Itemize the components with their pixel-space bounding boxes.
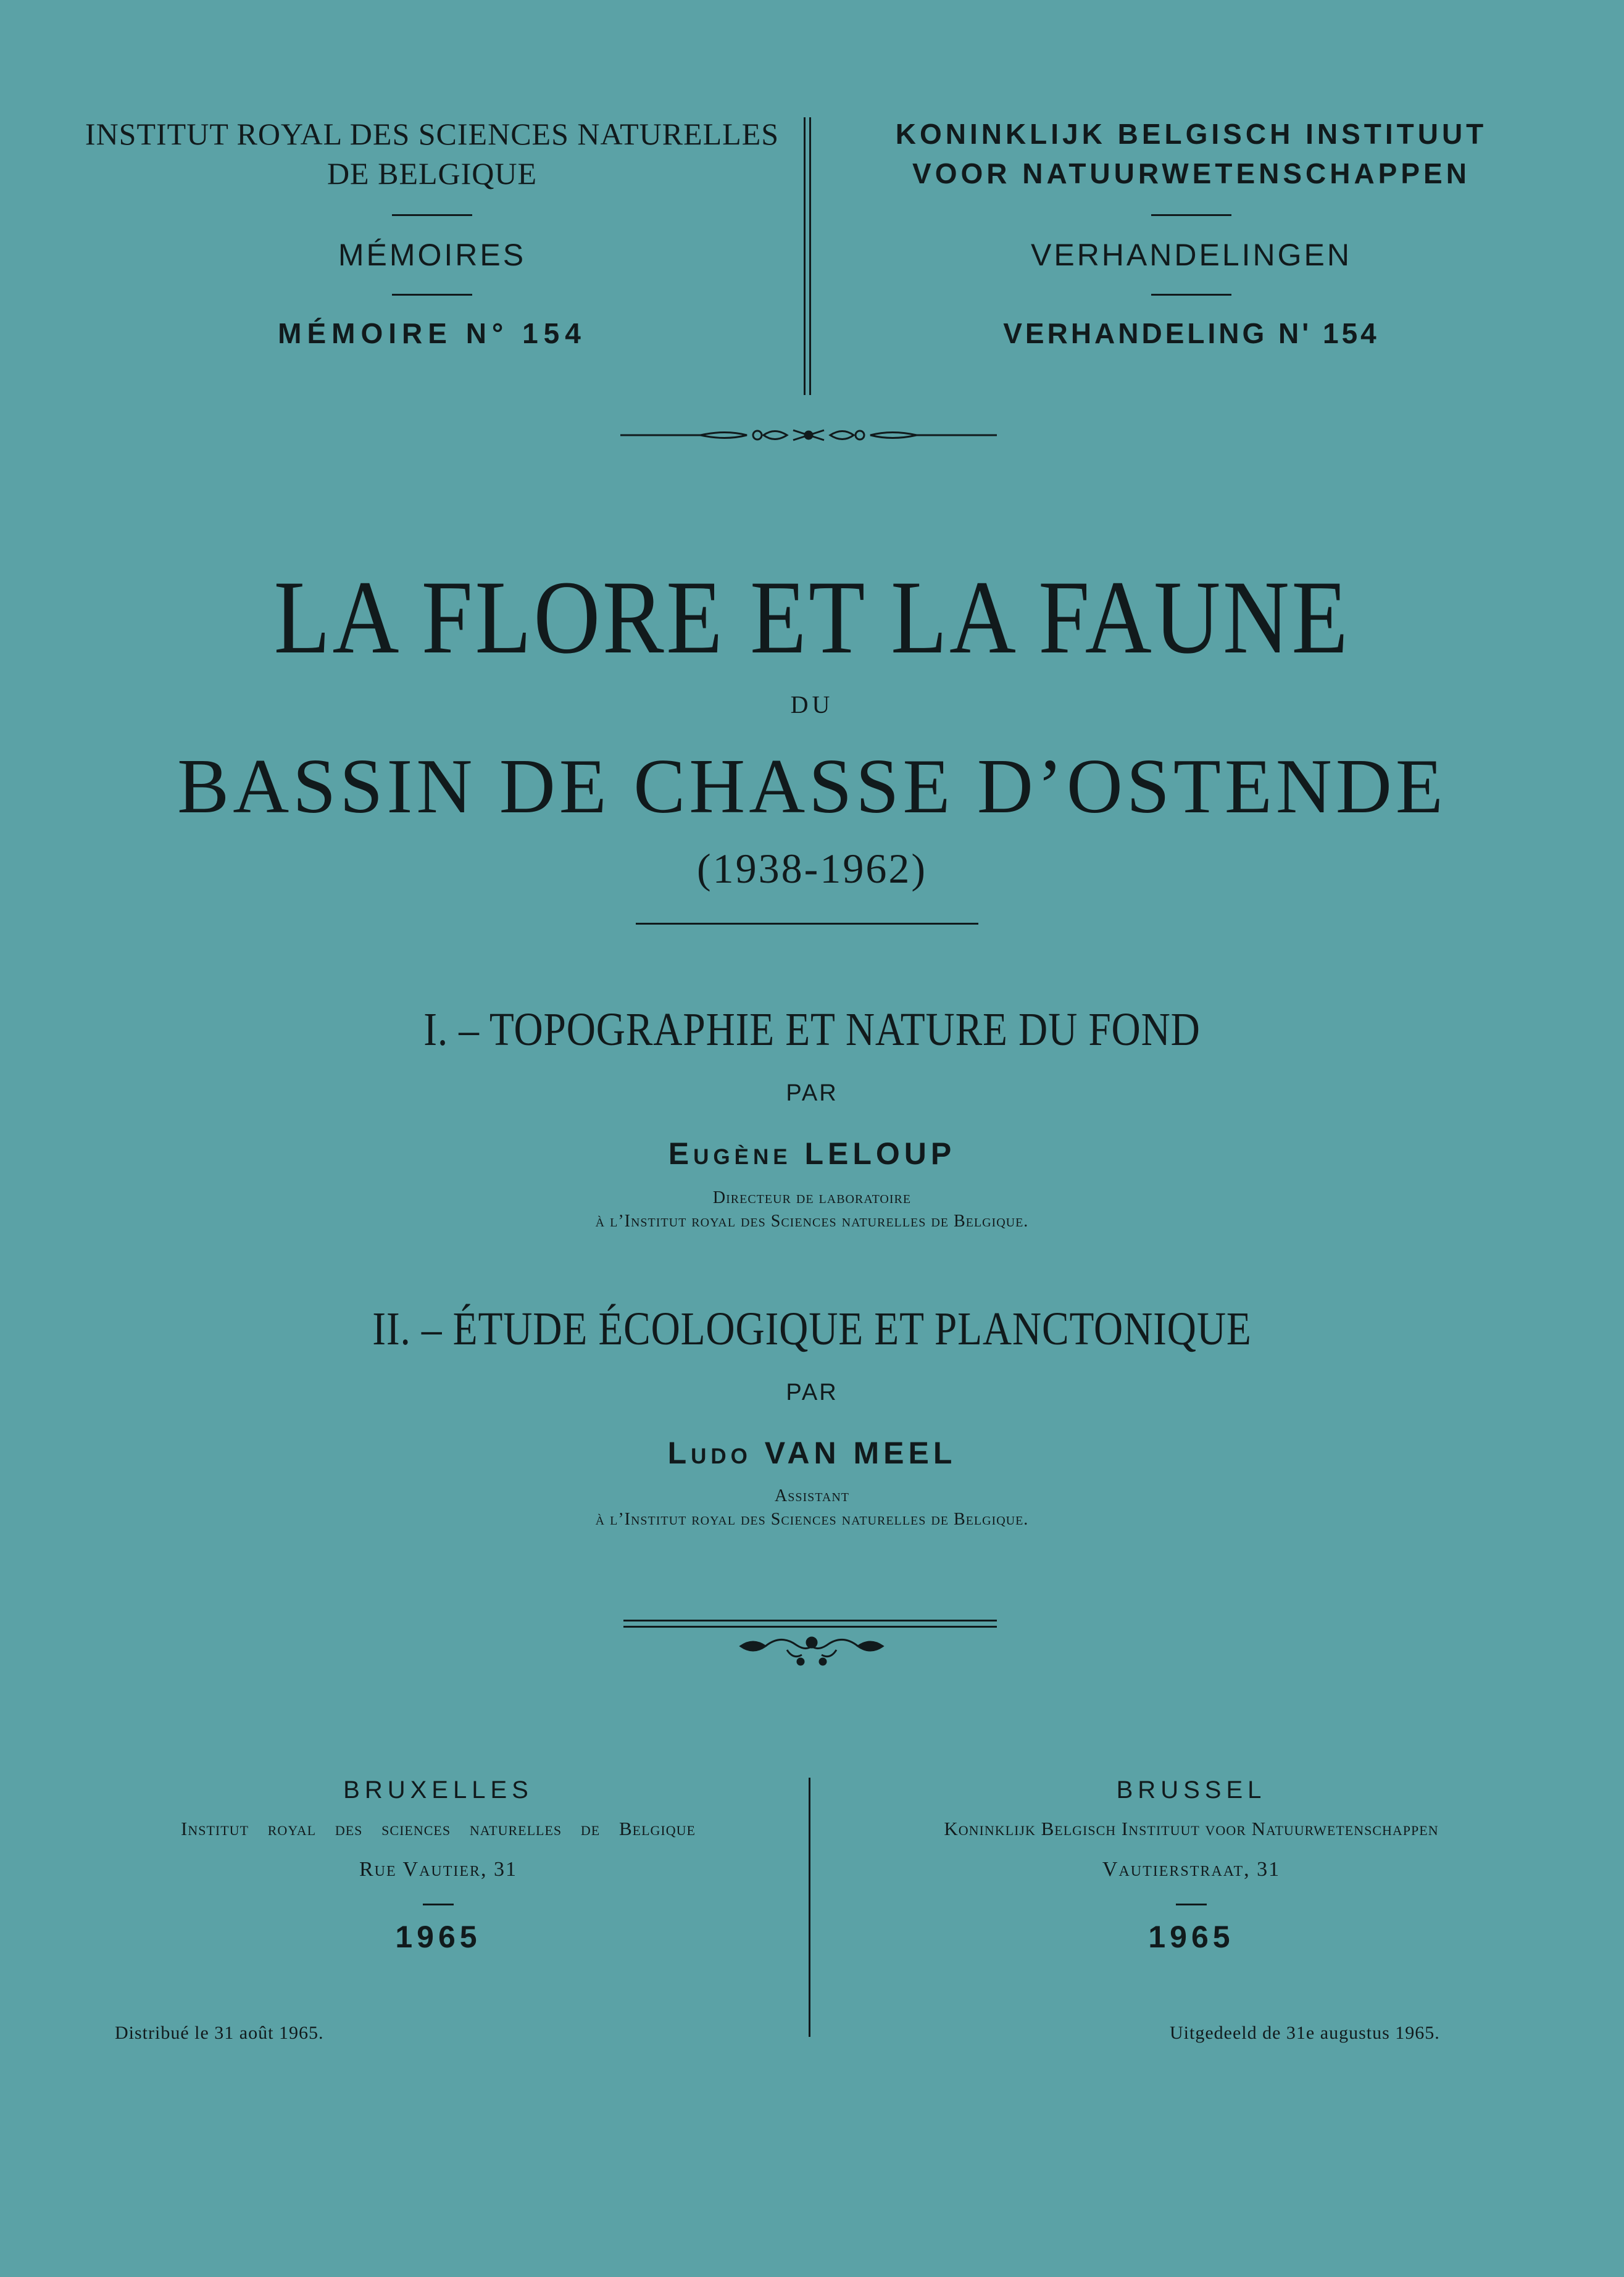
floral-ornament-bottom	[738, 1633, 886, 1670]
memoir-number-nl: VERHANDELING N' 154	[1003, 317, 1380, 349]
header-divider	[392, 214, 472, 216]
part-2-by: PAR	[786, 1380, 838, 1405]
title-main: LA FLORE ET LA FAUNE	[273, 559, 1351, 675]
publication-year-nl: 1965	[1148, 1920, 1235, 1954]
part-1-title-wrapper	[0, 1003, 1624, 1057]
series-name-fr: MÉMOIRES	[338, 238, 527, 272]
part-1-role: Directeur de laboratoire	[712, 1188, 912, 1207]
memoir-number-fr: MÉMOIRE N° 154	[278, 317, 586, 349]
header-divider	[1151, 294, 1231, 296]
part-1-affiliation: à l’Institut royal des Sciences naturelles de Belgique.	[595, 1212, 1029, 1231]
part-1-author: Eugène LELOUP	[668, 1136, 956, 1171]
ornament-rule-bottom	[623, 1626, 997, 1628]
header-divider	[1151, 214, 1231, 216]
ornament-rule-top	[623, 1620, 997, 1621]
title-rule	[636, 923, 978, 925]
part-1-by: PAR	[786, 1080, 838, 1106]
footer-right	[821, 1771, 1562, 1955]
title-main-wrapper	[0, 559, 1624, 675]
series-name-nl: VERHANDELINGEN	[1031, 238, 1352, 272]
publisher-institute-fr: Institut royal des sciences naturelles de Belgique	[181, 1818, 696, 1839]
part-2-role: Assistant	[775, 1486, 849, 1505]
title-sub-wrapper	[0, 744, 1624, 830]
header-right	[815, 114, 1568, 350]
institute-name-fr-line2: DE BELGIQUE	[327, 156, 538, 191]
footer-left	[68, 1771, 809, 1955]
footer-column-separator	[809, 1778, 810, 2037]
publisher-city-fr: BRUXELLES	[343, 1776, 533, 1804]
publisher-address-nl: Vautierstraat, 31	[1102, 1858, 1281, 1881]
header-left	[56, 114, 809, 350]
part-2-title-wrapper	[0, 1302, 1624, 1356]
publisher-address-fr: Rue Vautier, 31	[359, 1858, 518, 1881]
footer-divider	[423, 1904, 454, 1905]
header-column-separator	[804, 117, 811, 395]
publication-year-fr: 1965	[395, 1920, 481, 1954]
institute-name-nl-line2: VOOR NATUURWETENSCHAPPEN	[912, 157, 1470, 189]
institute-name-nl-line1: KONINKLIJK BELGISCH INSTITUUT	[895, 118, 1488, 150]
distribution-date-fr: Distribué le 31 août 1965.	[115, 2023, 324, 2043]
part-1-title: I. – TOPOGRAPHIE ET NATURE DU FOND	[423, 1004, 1201, 1055]
title-subtitle: BASSIN DE CHASSE D’OSTENDE	[177, 744, 1447, 830]
footer-divider	[1176, 1904, 1207, 1905]
header-divider	[392, 294, 472, 296]
part-2-affiliation: à l’Institut royal des Sciences naturelles de Belgique.	[595, 1510, 1029, 1529]
publisher-institute-nl: Koninklijk Belgisch Instituut voor Natuurwetenschappen	[944, 1818, 1439, 1839]
part-2-author: Ludo VAN MEEL	[667, 1436, 957, 1470]
title-connector: DU	[790, 691, 834, 718]
publisher-city-nl: BRUSSEL	[1116, 1776, 1267, 1804]
distribution-date-nl: Uitgedeeld de 31e augustus 1965.	[1170, 2023, 1440, 2043]
institute-name-fr-line1: INSTITUT ROYAL DES SCIENCES NATURELLES	[85, 117, 780, 151]
scroll-ornament-top	[620, 425, 997, 446]
title-dates: (1938-1962)	[697, 845, 927, 892]
part-2-title: II. – ÉTUDE ÉCOLOGIQUE ET PLANCTONIQUE	[372, 1303, 1252, 1355]
